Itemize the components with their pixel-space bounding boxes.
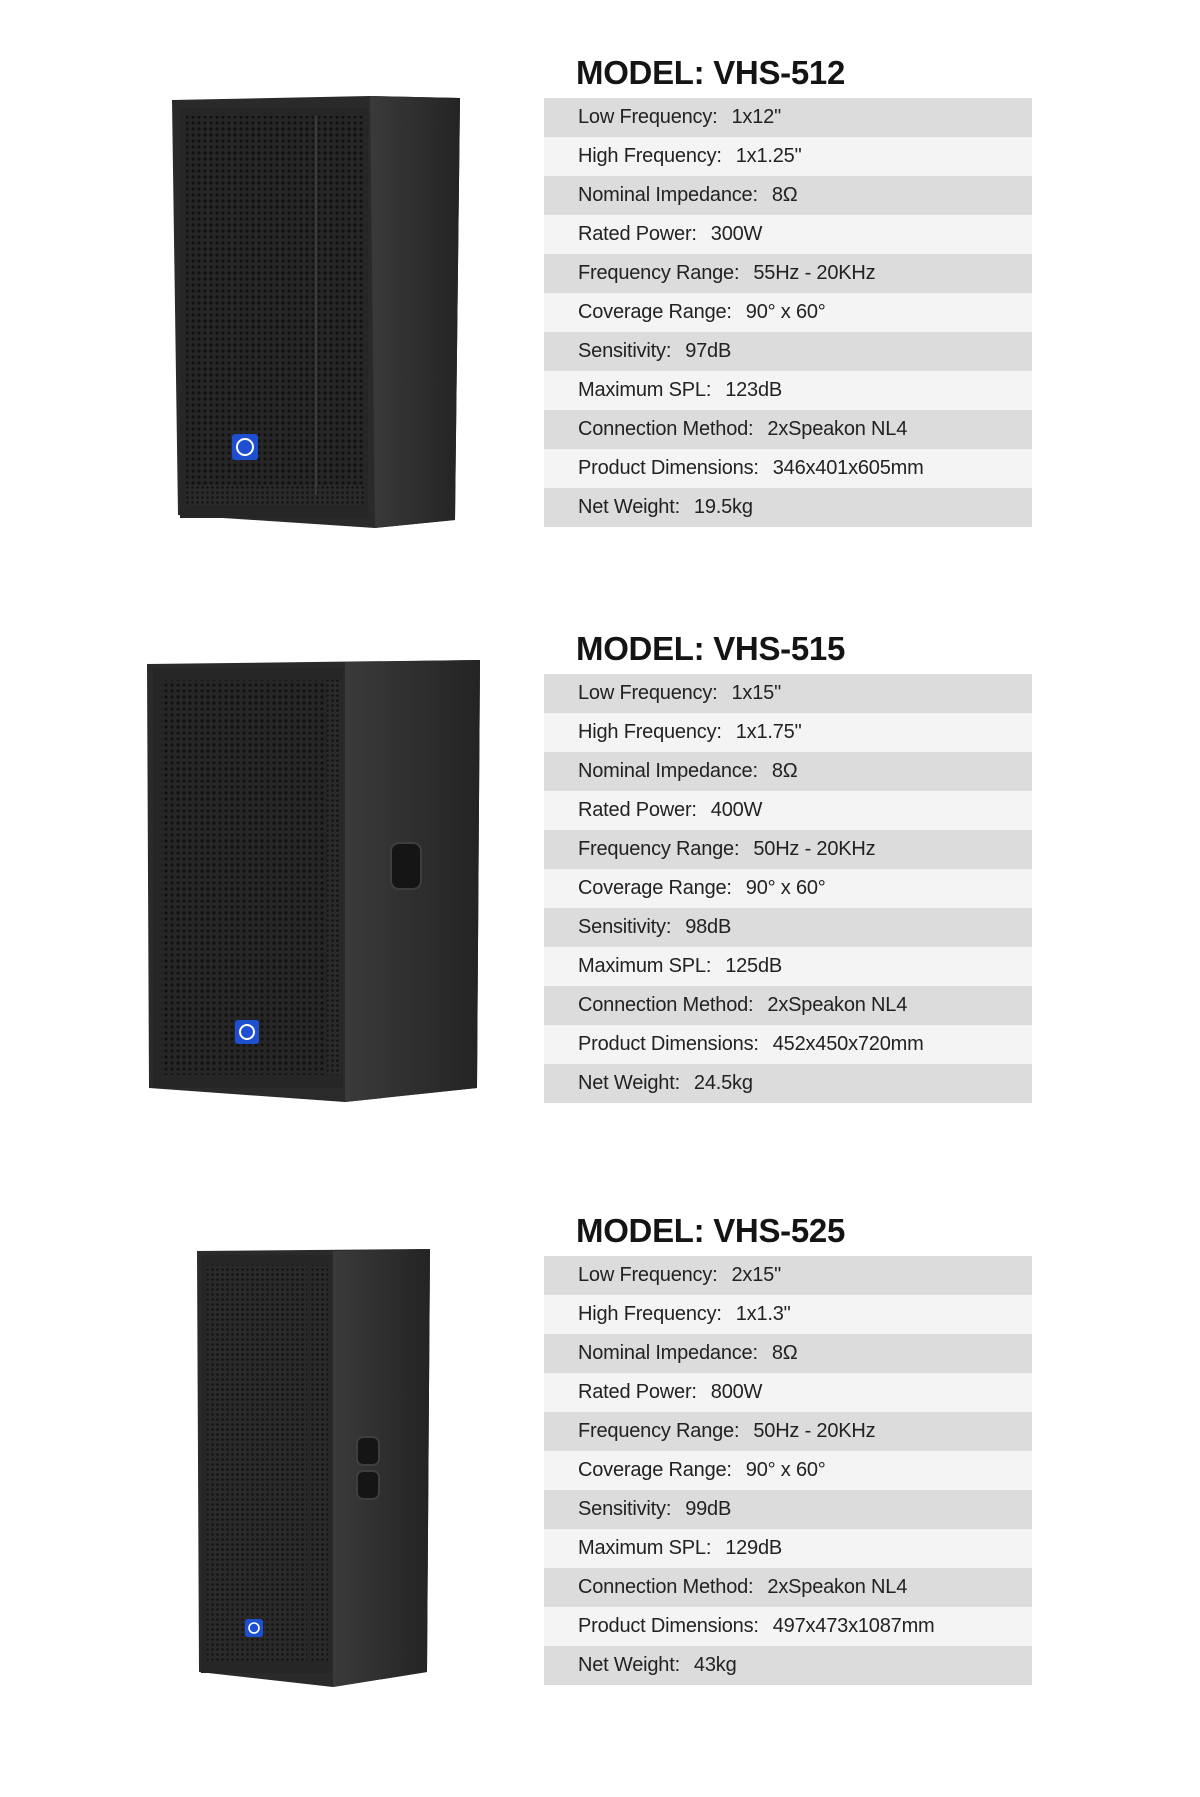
spec-table: [544, 52, 1032, 527]
spec-row: [544, 449, 1032, 488]
spec-label: Sensitivity:: [578, 340, 672, 362]
brand-badge-icon: [235, 1020, 259, 1044]
speaker-image: [145, 658, 485, 1108]
spec-value: 129dB: [725, 1537, 783, 1559]
spec-value: 8Ω: [771, 1342, 798, 1364]
spec-value: 2xSpeakon NL4: [767, 1576, 908, 1598]
spec-label: Maximum SPL:: [578, 1537, 712, 1559]
spec-row: [544, 1025, 1032, 1064]
spec-label: Nominal Impedance:: [578, 760, 758, 782]
spec-row: [544, 752, 1032, 791]
speaker-image: [160, 90, 460, 540]
spec-row: [544, 830, 1032, 869]
spec-row: [544, 1256, 1032, 1295]
spec-row: [544, 254, 1032, 293]
spec-row: [544, 986, 1032, 1025]
spec-label: Maximum SPL:: [578, 955, 712, 977]
spec-value: 55Hz - 20KHz: [753, 262, 876, 284]
spec-row: [544, 98, 1032, 137]
spec-value: 99dB: [685, 1498, 732, 1520]
spec-label: High Frequency:: [578, 721, 722, 743]
spec-label: Low Frequency:: [578, 682, 718, 704]
spec-value: 123dB: [725, 379, 783, 401]
spec-label: High Frequency:: [578, 1303, 722, 1325]
spec-label: High Frequency:: [578, 145, 722, 167]
spec-row: [544, 1451, 1032, 1490]
spec-label: Frequency Range:: [578, 1420, 740, 1442]
spec-row: [544, 1412, 1032, 1451]
spec-label: Coverage Range:: [578, 877, 732, 899]
model-title: MODEL: VHS-515: [576, 630, 846, 667]
spec-value: 98dB: [685, 916, 732, 938]
spec-value: 90° x 60°: [745, 1459, 826, 1481]
brand-badge-icon: [245, 1619, 263, 1637]
spec-value: 497x473x1087mm: [772, 1615, 935, 1637]
spec-label: Connection Method:: [578, 1576, 754, 1598]
spec-value: 346x401x605mm: [772, 457, 924, 479]
spec-row: [544, 293, 1032, 332]
spec-value: 800W: [710, 1381, 763, 1403]
spec-row: [544, 791, 1032, 830]
spec-label: Connection Method:: [578, 418, 754, 440]
spec-value: 8Ω: [771, 184, 798, 206]
spec-row: [544, 176, 1032, 215]
spec-label: Sensitivity:: [578, 1498, 672, 1520]
spec-row: [544, 215, 1032, 254]
spec-label: Coverage Range:: [578, 301, 732, 323]
spec-row: [544, 1607, 1032, 1646]
spec-row: [544, 1334, 1032, 1373]
spec-row: [544, 1646, 1032, 1685]
spec-value: 1x1.3": [735, 1303, 791, 1325]
product-section: [0, 0, 1200, 560]
spec-label: Nominal Impedance:: [578, 184, 758, 206]
spec-value: 1x1.25": [735, 145, 802, 167]
spec-row: [544, 410, 1032, 449]
spec-value: 90° x 60°: [745, 877, 826, 899]
spec-label: Sensitivity:: [578, 916, 672, 938]
spec-label: Product Dimensions:: [578, 457, 759, 479]
spec-value: 50Hz - 20KHz: [753, 1420, 876, 1442]
spec-value: 90° x 60°: [745, 301, 826, 323]
spec-value: 8Ω: [771, 760, 798, 782]
spec-value: 1x1.75": [735, 721, 802, 743]
spec-label: Frequency Range:: [578, 838, 740, 860]
spec-label: Nominal Impedance:: [578, 1342, 758, 1364]
spec-label: Maximum SPL:: [578, 379, 712, 401]
model-title: MODEL: VHS-512: [576, 54, 846, 91]
spec-label: Low Frequency:: [578, 106, 718, 128]
spec-row: [544, 1490, 1032, 1529]
spec-row: [544, 947, 1032, 986]
spec-value: 300W: [710, 223, 763, 245]
spec-label: Product Dimensions:: [578, 1615, 759, 1637]
spec-row: [544, 1373, 1032, 1412]
spec-value: 1x15": [731, 682, 781, 704]
spec-row: [544, 869, 1032, 908]
spec-value: 43kg: [693, 1654, 737, 1676]
spec-label: Connection Method:: [578, 994, 754, 1016]
spec-label: Net Weight:: [578, 1072, 680, 1094]
spec-value: 452x450x720mm: [772, 1033, 924, 1055]
spec-value: 19.5kg: [693, 496, 753, 518]
spec-row: [544, 1568, 1032, 1607]
spec-row: [544, 908, 1032, 947]
spec-label: Net Weight:: [578, 1654, 680, 1676]
spec-label: Product Dimensions:: [578, 1033, 759, 1055]
spec-row: [544, 371, 1032, 410]
spec-value: 2xSpeakon NL4: [767, 418, 908, 440]
spec-label: Net Weight:: [578, 496, 680, 518]
spec-label: Frequency Range:: [578, 262, 740, 284]
spec-label: Low Frequency:: [578, 1264, 718, 1286]
spec-row: [544, 332, 1032, 371]
spec-value: 400W: [710, 799, 763, 821]
spec-row: [544, 674, 1032, 713]
spec-label: Rated Power:: [578, 799, 697, 821]
spec-row: [544, 488, 1032, 527]
spec-label: Rated Power:: [578, 223, 697, 245]
model-title: MODEL: VHS-525: [576, 1212, 846, 1249]
spec-row: [544, 1064, 1032, 1103]
spec-row: [544, 1295, 1032, 1334]
spec-value: 1x12": [731, 106, 781, 128]
speaker-image: [195, 1247, 435, 1692]
spec-label: Rated Power:: [578, 1381, 697, 1403]
spec-row: [544, 1529, 1032, 1568]
spec-label: Coverage Range:: [578, 1459, 732, 1481]
spec-table: [544, 1210, 1032, 1685]
spec-value: 24.5kg: [693, 1072, 753, 1094]
spec-table: [544, 628, 1032, 1103]
spec-row: [544, 713, 1032, 752]
spec-value: 50Hz - 20KHz: [753, 838, 876, 860]
brand-badge-icon: [232, 434, 258, 460]
spec-value: 2xSpeakon NL4: [767, 994, 908, 1016]
spec-row: [544, 137, 1032, 176]
spec-value: 125dB: [725, 955, 783, 977]
spec-value: 2x15": [731, 1264, 781, 1286]
spec-value: 97dB: [685, 340, 732, 362]
